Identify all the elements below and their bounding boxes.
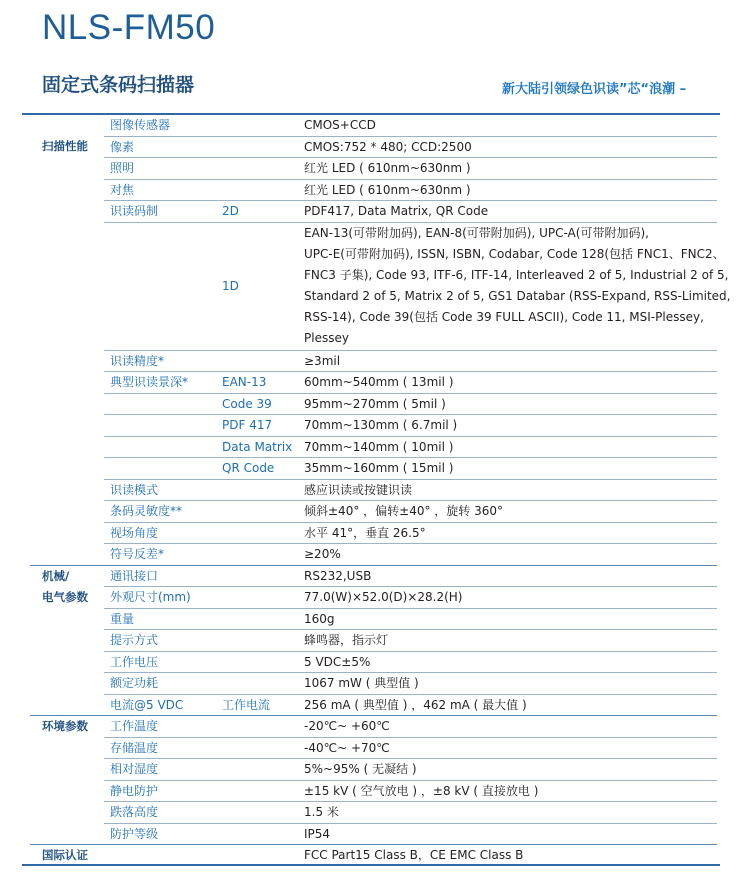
- spec-value: 1067 mW ( 典型值 ): [304, 676, 419, 690]
- spec-row: [0, 394, 750, 416]
- spec-value: 70mm~140mm ( 10mil ): [304, 439, 454, 454]
- spec-value: 77.0(W)×52.0(D)×28.2(H): [304, 590, 463, 604]
- slogan-text: 新大陆引领绿色识读”芯“浪潮 –: [502, 82, 687, 97]
- product-model: NLS-FM50: [42, 8, 216, 47]
- spec-label: 典型识读景深*: [110, 375, 189, 389]
- spec-value: 蜂鸣器，指示灯: [304, 633, 389, 647]
- spec-value: 256 mA ( 典型值 ) ，462 mA ( 最大值 ): [304, 697, 527, 712]
- spec-row: [0, 137, 750, 159]
- spec-label: 识读精度*: [110, 353, 165, 368]
- spec-row: [0, 652, 750, 674]
- spec-label: 像素: [110, 139, 135, 154]
- spec-row: [0, 458, 750, 480]
- spec-value: CMOS:752 * 480; CCD:2500: [304, 139, 472, 154]
- spec-value-line: UPC-E(可带附加码), ISSN, ISBN, Codabar, Code 128(包括 FNC1、FNC2、: [304, 246, 725, 261]
- spec-value: 5%~95% ( 无凝结 ): [304, 762, 417, 776]
- spec-value: -20℃~ +60℃: [304, 719, 390, 733]
- spec-row: [0, 501, 750, 523]
- spec-row: [0, 437, 750, 459]
- spec-value-line: Plessey: [304, 330, 349, 345]
- spec-sublabel: Data Matrix: [222, 439, 293, 454]
- spec-value-line: Standard 2 of 5, Matrix 2 of 5, GS1 Databar (RSS-Expand, RSS-Limited,: [304, 288, 731, 303]
- spec-value: 1.5 米: [304, 805, 339, 819]
- spec-label: 跌落高度: [110, 805, 159, 819]
- spec-value: RS232,USB: [304, 568, 372, 583]
- spec-sublabel: 2D: [222, 204, 239, 218]
- spec-sublabel: QR Code: [222, 461, 275, 475]
- spec-row: [0, 201, 750, 223]
- spec-row: [0, 587, 750, 609]
- spec-value: 35mm~160mm ( 15mil ): [304, 461, 454, 475]
- spec-label: 视场角度: [110, 525, 159, 540]
- spec-value: 感应识读或按键识读: [304, 482, 413, 497]
- section-title: 环境参数: [42, 719, 88, 733]
- spec-value: 红光 LED ( 610nm~630nm ): [304, 182, 471, 197]
- spec-label: 识读模式: [110, 482, 159, 497]
- spec-value: 60mm~540mm ( 13mil ): [304, 375, 454, 389]
- spec-value: 95mm~270mm ( 5mil ): [304, 396, 446, 411]
- section-title: 国际认证: [42, 848, 88, 862]
- spec-row: [0, 415, 750, 437]
- product-type-title: 固定式条码扫描器: [42, 74, 195, 96]
- spec-value: 70mm~130mm ( 6.7mil ): [304, 418, 458, 432]
- spec-value: 倾斜±40° ，偏转±40° ，旋转 360°: [304, 504, 503, 518]
- spec-value: CMOS+CCD: [304, 118, 376, 132]
- spec-value: PDF417, Data Matrix, QR Code: [304, 204, 489, 218]
- spec-label: 存储温度: [110, 740, 159, 755]
- spec-row: [0, 480, 750, 502]
- spec-label: 电流@5 VDC: [110, 697, 184, 712]
- spec-row: [0, 609, 750, 631]
- spec-value: 5 VDC±5%: [304, 654, 371, 669]
- spec-row: [0, 716, 750, 738]
- spec-row: [0, 824, 750, 846]
- spec-value: [304, 223, 731, 349]
- spec-row: [0, 781, 750, 803]
- spec-label: 外观尺寸(mm): [110, 590, 191, 604]
- spec-value-line: RSS-14), Code 39(包括 Code 39 FULL ASCII), Code 11, MSI-Plessey,: [304, 309, 704, 324]
- spec-label: 提示方式: [110, 633, 159, 647]
- bottom-rule: [22, 864, 720, 866]
- spec-label: 工作温度: [110, 719, 159, 733]
- section-title: 电气参数: [42, 590, 88, 604]
- spec-label: 对焦: [110, 182, 135, 197]
- spec-label: 符号反差*: [110, 547, 165, 561]
- spec-sublabel: 工作电流: [222, 697, 271, 712]
- spec-value: ≥20%: [304, 547, 341, 561]
- spec-sublabel: 1D: [222, 279, 239, 293]
- spec-label: 条码灵敏度**: [110, 504, 183, 518]
- spec-label: 重量: [110, 611, 135, 626]
- spec-value: ≥3mil: [304, 353, 341, 368]
- spec-value: FCC Part15 Class B，CE EMC Class B: [304, 848, 524, 862]
- spec-value: ±15 kV ( 空气放电 ) ，±8 kV ( 直接放电 ): [304, 783, 539, 798]
- spec-row: [0, 695, 750, 717]
- spec-label: 通讯接口: [110, 568, 159, 583]
- spec-value: 160g: [304, 611, 335, 626]
- spec-row: [0, 372, 750, 394]
- spec-row: [0, 523, 750, 545]
- spec-label: 额定功耗: [110, 676, 159, 690]
- spec-row: [0, 802, 750, 824]
- spec-label: 图像传感器: [110, 118, 171, 132]
- spec-label: 照明: [110, 161, 135, 175]
- spec-value-line: EAN-13(可带附加码), EAN-8(可带附加码), UPC-A(可带附加码),: [304, 225, 649, 240]
- spec-sublabel: Code 39: [222, 396, 272, 411]
- spec-row: [0, 544, 750, 566]
- spec-value-line: FNC3 子集), Code 93, ITF-6, ITF-14, Interleaved 2 of 5, Industrial 2 of 5,: [304, 267, 729, 282]
- section-title: 扫描性能: [42, 139, 88, 153]
- spec-row: [0, 223, 750, 351]
- spec-value: -40℃~ +70℃: [304, 740, 390, 755]
- spec-row: [0, 738, 750, 760]
- spec-row: [0, 351, 750, 373]
- spec-row: [0, 180, 750, 202]
- spec-row: [0, 759, 750, 781]
- spec-value: IP54: [304, 826, 331, 841]
- spec-label: 工作电压: [110, 654, 159, 669]
- spec-label: 识读码制: [110, 204, 159, 218]
- spec-row: [0, 673, 750, 695]
- spec-label: 防护等级: [110, 826, 159, 841]
- spec-value: 红光 LED ( 610nm~630nm ): [304, 161, 471, 175]
- section-title: 机械/: [42, 568, 70, 583]
- spec-value: 水平 41°，垂直 26.5°: [304, 525, 426, 540]
- spec-sublabel: EAN-13: [222, 375, 267, 389]
- spec-label: 相对湿度: [110, 762, 159, 776]
- spec-label: 静电防护: [110, 783, 159, 798]
- spec-row: [0, 630, 750, 652]
- spec-sublabel: PDF 417: [222, 418, 273, 432]
- spec-row: [0, 158, 750, 180]
